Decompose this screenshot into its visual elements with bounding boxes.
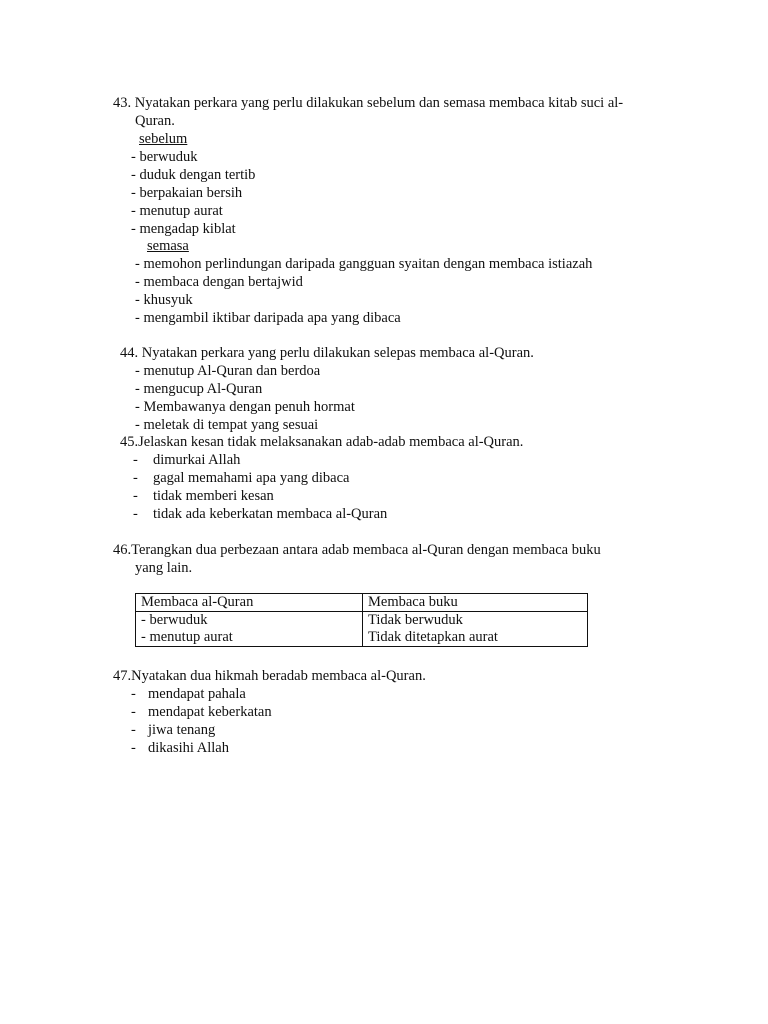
q44-item: - mengucup Al-Quran	[135, 381, 263, 397]
list-dash: -	[133, 452, 138, 468]
q44-item: - meletak di tempat yang sesuai	[135, 417, 319, 433]
table-cell: Tidak berwuduk Tidak ditetapkan aurat	[363, 612, 588, 647]
q45-question-line1: 45.Jelaskan kesan tidak melaksanakan adab-adab membaca al-Quran.	[120, 434, 524, 450]
table-header-row	[136, 594, 588, 612]
q45-item-text: gagal memahami apa yang dibaca	[153, 470, 350, 486]
q43-semasa-item: - membaca dengan bertajwid	[135, 274, 303, 290]
q43-sebelum-item: - berwuduk	[131, 149, 198, 165]
table-row	[136, 612, 588, 647]
comparison-table	[135, 593, 588, 647]
q47-item-text: jiwa tenang	[148, 722, 216, 738]
q43-heading-semasa: semasa	[147, 238, 189, 254]
q43-semasa-item: - mengambil iktibar daripada apa yang dibaca	[135, 310, 401, 326]
q47-question-line1: 47.Nyatakan dua hikmah beradab membaca al-Quran.	[113, 668, 426, 684]
q47-item-text: mendapat pahala	[148, 686, 246, 702]
list-dash: -	[131, 704, 136, 720]
q43-semasa-item: - khusyuk	[135, 292, 193, 308]
q45-item-text: dimurkai Allah	[153, 452, 241, 468]
q47-item-text: dikasihi Allah	[148, 740, 229, 756]
q46-question-line2: yang lain.	[135, 560, 193, 576]
list-dash: -	[133, 506, 138, 522]
q44-question-line1: 44. Nyatakan perkara yang perlu dilakukan selepas membaca al-Quran.	[120, 345, 534, 361]
q43-sebelum-item: - duduk dengan tertib	[131, 167, 256, 183]
q45-item-text: tidak memberi kesan	[153, 488, 274, 504]
q47-item-text: mendapat keberkatan	[148, 704, 272, 720]
q45-item-text: tidak ada keberkatan membaca al-Quran	[153, 506, 388, 522]
q44-item: - menutup Al-Quran dan berdoa	[135, 363, 321, 379]
list-dash: -	[133, 488, 138, 504]
q43-semasa-item: - memohon perlindungan daripada gangguan syaitan dengan membaca istiazah	[135, 256, 593, 272]
q43-heading-sebelum: sebelum	[139, 131, 188, 147]
q46-question-line1: 46.Terangkan dua perbezaan antara adab membaca al-Quran dengan membaca buku	[113, 542, 601, 558]
list-dash: -	[133, 470, 138, 486]
q43-question-line2: Quran.	[135, 113, 175, 129]
q43-sebelum-item: - berpakaian bersih	[131, 185, 243, 201]
q44-item: - Membawanya dengan penuh hormat	[135, 399, 355, 415]
q43-sebelum-item: - mengadap kiblat	[131, 221, 236, 237]
table-header-cell: Membaca al-Quran	[136, 594, 363, 612]
table-header-cell: Membaca buku	[363, 594, 588, 612]
q43-sebelum-item: - menutup aurat	[131, 203, 223, 219]
list-dash: -	[131, 722, 136, 738]
list-dash: -	[131, 740, 136, 756]
table-cell: - berwuduk - menutup aurat	[136, 612, 363, 647]
list-dash: -	[131, 686, 136, 702]
q43-question-line1: 43. Nyatakan perkara yang perlu dilakukan sebelum dan semasa membaca kitab suci al-	[113, 95, 624, 111]
